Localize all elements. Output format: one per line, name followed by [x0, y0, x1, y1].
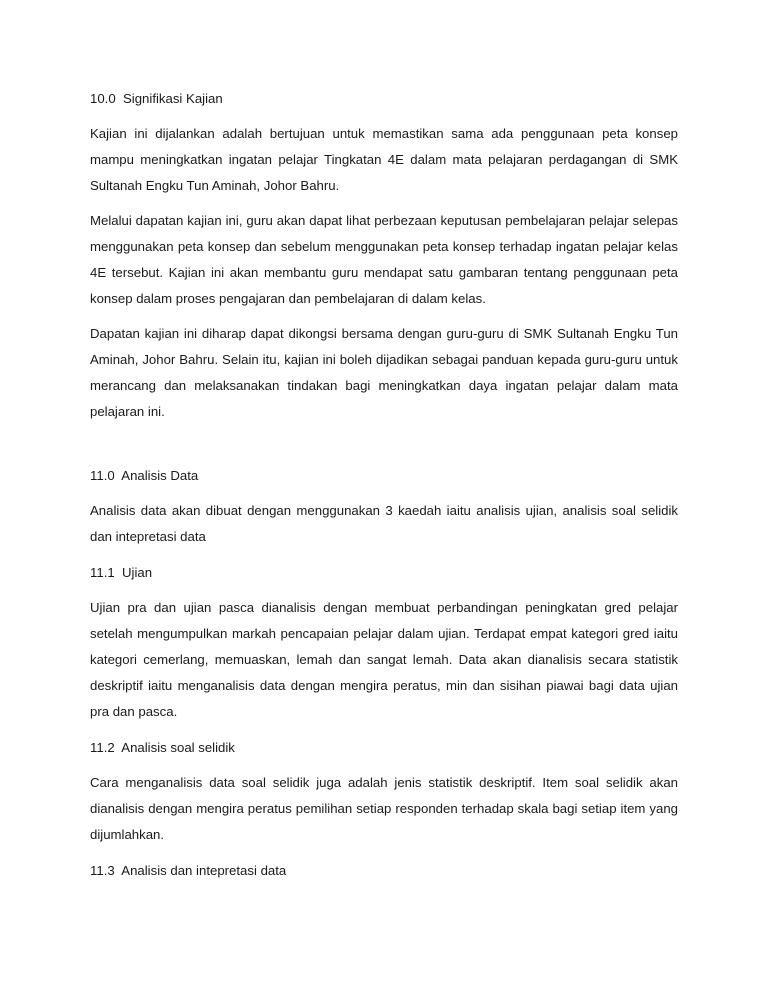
paragraph-analisis-soal-selidik: Cara menganalisis data soal selidik juga adalah jenis statistik deskriptif. Item soal selidik akan dianalisis dengan mengira peratus pemilihan setiap responden terhadap skala bagi setiap item yang dijumlahkan.: [90, 775, 678, 842]
paragraph-signifikasi-1: Kajian ini dijalankan adalah bertujuan untuk memastikan sama ada penggunaan peta konsep mampu meningkatkan ingatan pelajar Tingkatan 4E dalam mata pelajaran perdagangan di SMK Sultanah Engku Tun Aminah, Johor Bahru.: [90, 126, 678, 193]
paragraph-signifikasi-3: Dapatan kajian ini diharap dapat dikongsi bersama dengan guru-guru di SMK Sultanah Engku Tun Aminah, Johor Bahru. Selain itu, kajian ini boleh dijadikan sebagai panduan kepada guru-guru untuk merancang dan melaksanakan tindakan bagi meningkatkan daya ingatan pelajar dalam mata pelajaran ini.: [90, 326, 678, 419]
section-heading-analisis-soal-selidik: 11.2 Analisis soal selidik: [90, 740, 235, 755]
document-page: [90, 86, 678, 884]
section-heading-analisis-intepretasi: 11.3 Analisis dan intepretasi data: [90, 863, 287, 878]
paragraph-signifikasi-2: Melalui dapatan kajian ini, guru akan dapat lihat perbezaan keputusan pembelajaran pelajar selepas menggunakan peta konsep dan sebelum menggunakan peta konsep terhadap ingatan pelajar kelas 4E tersebut. Kajian ini akan membantu guru mendapat satu gambaran tentang penggunaan peta konsep dalam proses pengajaran dan pembelajaran di dalam kelas.: [90, 213, 678, 306]
paragraph-ujian: Ujian pra dan ujian pasca dianalisis dengan membuat perbandingan peningkatan gred pelajar setelah mengumpulkan markah pencapaian pelajar dalam ujian. Terdapat empat kategori gred iaitu kategori cemerlang, memuaskan, lemah dan sangat lemah. Data akan dianalisis secara statistik deskriptif iaitu menganalisis data dengan mengira peratus, min dan sisihan piawai bagi data ujian pra dan pasca.: [90, 600, 678, 719]
paragraph-analisis-data: Analisis data akan dibuat dengan menggunakan 3 kaedah iaitu analisis ujian, analisis soal selidik dan intepretasi data: [90, 503, 678, 544]
section-heading-ujian: 11.1 Ujian: [90, 565, 153, 580]
section-heading-analisis-data: 11.0 Analisis Data: [90, 468, 199, 483]
section-heading-signifikasi-kajian: 10.0 Signifikasi Kajian: [90, 91, 223, 106]
